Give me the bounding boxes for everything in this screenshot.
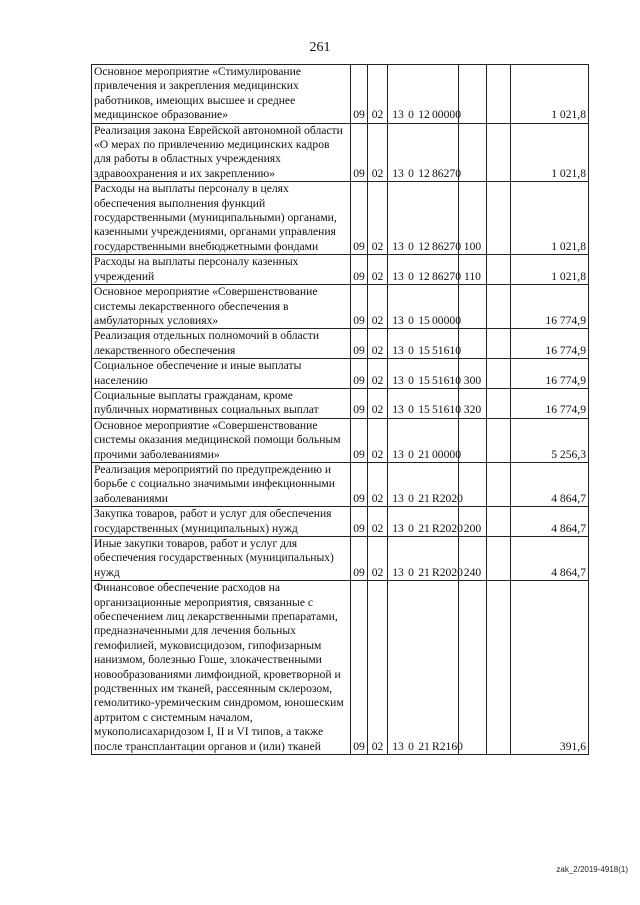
row-name-cell: Основное мероприятие «Совершенствование системы оказания медицинской помощи больным прочими заболеваниями» <box>92 418 351 462</box>
target-article-part: 0 <box>408 491 414 505</box>
table-row <box>92 581 589 755</box>
row-target-article <box>388 388 459 418</box>
table-row <box>92 507 589 537</box>
table-row <box>92 388 589 418</box>
target-article-part: 21 <box>418 739 430 753</box>
target-article-part: 13 <box>392 447 404 461</box>
row-empty-cell <box>487 65 511 124</box>
row-expense-type <box>459 418 487 462</box>
row-empty-cell <box>487 359 511 389</box>
row-subsection-code: 02 <box>368 581 388 755</box>
target-article-part: 13 <box>392 491 404 505</box>
row-amount: 1 021,8 <box>511 182 589 255</box>
table-row <box>92 418 589 462</box>
table-row <box>92 255 589 285</box>
row-section-code: 09 <box>351 65 368 124</box>
budget-table-body <box>92 65 589 755</box>
table-row <box>92 329 589 359</box>
target-article-part: 13 <box>392 269 404 283</box>
row-section-code: 09 <box>351 182 368 255</box>
table-row <box>92 285 589 329</box>
table-row <box>92 359 589 389</box>
row-empty-cell <box>487 581 511 755</box>
row-section-code: 09 <box>351 507 368 537</box>
row-section-code: 09 <box>351 462 368 506</box>
row-expense-type: 110 <box>459 255 487 285</box>
row-subsection-code: 02 <box>368 123 388 182</box>
row-amount: 16 774,9 <box>511 388 589 418</box>
target-article-part: 13 <box>392 108 404 122</box>
target-article-part: 13 <box>392 313 404 327</box>
row-amount: 4 864,7 <box>511 537 589 581</box>
row-name-cell: Расходы на выплаты персоналу казенных учреждений <box>92 255 351 285</box>
row-section-code: 09 <box>351 537 368 581</box>
target-article-part: 15 <box>418 343 430 357</box>
row-section-code: 09 <box>351 255 368 285</box>
row-subsection-code: 02 <box>368 537 388 581</box>
target-article-part: 13 <box>392 343 404 357</box>
row-target-article <box>388 359 459 389</box>
target-article-part: 86270 <box>432 269 461 283</box>
row-expense-type <box>459 123 487 182</box>
row-target-article <box>388 285 459 329</box>
row-name-cell: Расходы на выплаты персоналу в целях обеспечения выполнения функций государственными (муниципальными) органами, казенными учреждениями, органами управления государственными внебюджетными фондами <box>92 182 351 255</box>
row-name-cell: Социальное обеспечение и иные выплаты населению <box>92 359 351 389</box>
target-article-part: 0 <box>408 403 414 417</box>
target-article-part: 12 <box>418 108 430 122</box>
document-code: zak_2/2019-4918(1) <box>556 865 628 874</box>
row-name-cell: Реализация отдельных полномочий в области лекарственного обеспечения <box>92 329 351 359</box>
target-article-part: 0 <box>408 108 414 122</box>
target-article-part: 12 <box>418 269 430 283</box>
row-amount: 4 864,7 <box>511 462 589 506</box>
row-empty-cell <box>487 507 511 537</box>
row-subsection-code: 02 <box>368 507 388 537</box>
target-article-part: 12 <box>418 166 430 180</box>
row-subsection-code: 02 <box>368 285 388 329</box>
row-target-article <box>388 462 463 506</box>
target-article-part: 0 <box>408 269 414 283</box>
table-row <box>92 65 589 124</box>
row-target-article <box>388 418 459 462</box>
target-article-part: 21 <box>418 565 430 579</box>
row-name-cell: Основное мероприятие «Стимулирование привлечения и закрепления медицинских работников, имеющих высшее и среднее медицинское образование» <box>92 65 351 124</box>
target-article-part: 0 <box>408 521 414 535</box>
row-expense-type <box>459 581 487 755</box>
row-subsection-code: 02 <box>368 182 388 255</box>
target-article-part: 13 <box>392 239 404 253</box>
row-expense-type: 100 <box>459 182 487 255</box>
target-article-part: 00000 <box>432 313 461 327</box>
table-row <box>92 537 589 581</box>
row-section-code: 09 <box>351 418 368 462</box>
row-amount: 1 021,8 <box>511 65 589 124</box>
budget-table <box>91 64 589 755</box>
row-expense-type <box>459 329 487 359</box>
target-article-part: 0 <box>408 166 414 180</box>
row-section-code: 09 <box>351 581 368 755</box>
row-empty-cell <box>487 418 511 462</box>
row-section-code: 09 <box>351 123 368 182</box>
target-article-part: 21 <box>418 491 430 505</box>
table-row <box>92 123 589 182</box>
target-article-part: 13 <box>392 166 404 180</box>
row-name-cell: Иные закупки товаров, работ и услуг для обеспечения государственных (муниципальных) нужд <box>92 537 351 581</box>
row-target-article <box>388 255 459 285</box>
row-subsection-code: 02 <box>368 65 388 124</box>
row-amount: 391,6 <box>511 581 589 755</box>
row-empty-cell <box>487 462 511 506</box>
row-target-article <box>388 329 459 359</box>
row-subsection-code: 02 <box>368 255 388 285</box>
target-article-part: 21 <box>418 521 430 535</box>
row-name-cell: Реализация мероприятий по предупреждению и борьбе с социально значимыми инфекционными заболеваниями <box>92 462 351 506</box>
row-expense-type: 200 <box>459 507 487 537</box>
row-empty-cell <box>487 255 511 285</box>
target-article-part: 13 <box>392 521 404 535</box>
target-article-part: 13 <box>392 373 404 387</box>
table-row <box>92 182 589 255</box>
row-name-cell: Социальные выплаты гражданам, кроме публичных нормативных социальных выплат <box>92 388 351 418</box>
target-article-part: 51610 <box>432 403 461 417</box>
row-expense-type <box>459 285 487 329</box>
target-article-part: R2020 <box>432 565 463 579</box>
row-amount: 4 864,7 <box>511 507 589 537</box>
target-article-part: 0 <box>408 373 414 387</box>
target-article-part: 00000 <box>432 447 461 461</box>
row-amount: 1 021,8 <box>511 255 589 285</box>
row-expense-type: 320 <box>459 388 487 418</box>
row-name-cell: Основное мероприятие «Совершенствование системы лекарственного обеспечения в амбулаторных условиях» <box>92 285 351 329</box>
row-subsection-code: 02 <box>368 359 388 389</box>
target-article-part: 15 <box>418 373 430 387</box>
target-article-part: 15 <box>418 313 430 327</box>
target-article-part: 15 <box>418 403 430 417</box>
target-article-part: 12 <box>418 239 430 253</box>
row-amount: 16 774,9 <box>511 329 589 359</box>
row-section-code: 09 <box>351 388 368 418</box>
row-empty-cell <box>487 329 511 359</box>
target-article-part: R2160 <box>432 739 463 753</box>
row-subsection-code: 02 <box>368 462 388 506</box>
row-empty-cell <box>487 123 511 182</box>
target-article-part: R2020 <box>432 491 463 505</box>
row-expense-type: 240 <box>459 537 487 581</box>
page-number: 261 <box>309 40 331 55</box>
table-row <box>92 462 589 506</box>
row-section-code: 09 <box>351 285 368 329</box>
target-article-part: 86270 <box>432 239 461 253</box>
target-article-part: 51610 <box>432 373 461 387</box>
row-amount: 1 021,8 <box>511 123 589 182</box>
row-amount: 16 774,9 <box>511 359 589 389</box>
row-empty-cell <box>487 182 511 255</box>
row-amount: 5 256,3 <box>511 418 589 462</box>
target-article-part: 0 <box>408 447 414 461</box>
target-article-part: 0 <box>408 313 414 327</box>
target-article-part: 86270 <box>432 166 461 180</box>
row-name-cell: Реализация закона Еврейской автономной области «О мерах по привлечению медицинских кадров для работы в областных учреждениях здравоохранения и их закреплению» <box>92 123 351 182</box>
target-article-part: 21 <box>418 447 430 461</box>
row-name-cell: Финансовое обеспечение расходов на организационные мероприятия, связанные с обеспечением лиц лекарственными препаратами, предназначенными для лечения больных гемофилией, муковисцидозом, гипофизарным нанизмом, болезнью Гоше, злокачественными новообразованиями лимфоидной, кроветворной и родственных им тканей, рассеянным склерозом, гемолитико-уремическим синдромом, юношеским артритом с системным началом, мукополисахаридозом I, II и VI типов, а также после трансплантации органов и (или) тканей <box>92 581 351 755</box>
target-article-part: 13 <box>392 403 404 417</box>
target-article-part: 13 <box>392 739 404 753</box>
row-target-article <box>388 182 459 255</box>
row-target-article <box>388 537 463 581</box>
row-subsection-code: 02 <box>368 329 388 359</box>
row-subsection-code: 02 <box>368 418 388 462</box>
row-empty-cell <box>487 388 511 418</box>
target-article-part: 0 <box>408 739 414 753</box>
row-target-article <box>388 507 463 537</box>
row-target-article <box>388 123 459 182</box>
target-article-part: 13 <box>392 565 404 579</box>
row-expense-type: 300 <box>459 359 487 389</box>
row-section-code: 09 <box>351 329 368 359</box>
target-article-part: 00000 <box>432 108 461 122</box>
target-article-part: 0 <box>408 343 414 357</box>
row-target-article <box>388 65 459 124</box>
target-article-part: 0 <box>408 239 414 253</box>
row-amount: 16 774,9 <box>511 285 589 329</box>
row-subsection-code: 02 <box>368 388 388 418</box>
row-target-article <box>388 581 463 755</box>
row-section-code: 09 <box>351 359 368 389</box>
row-name-cell: Закупка товаров, работ и услуг для обеспечения государственных (муниципальных) нужд <box>92 507 351 537</box>
row-empty-cell <box>487 537 511 581</box>
target-article-part: R2020 <box>432 521 463 535</box>
row-empty-cell <box>487 285 511 329</box>
target-article-part: 51610 <box>432 343 461 357</box>
target-article-part: 0 <box>408 565 414 579</box>
row-expense-type <box>459 65 487 124</box>
